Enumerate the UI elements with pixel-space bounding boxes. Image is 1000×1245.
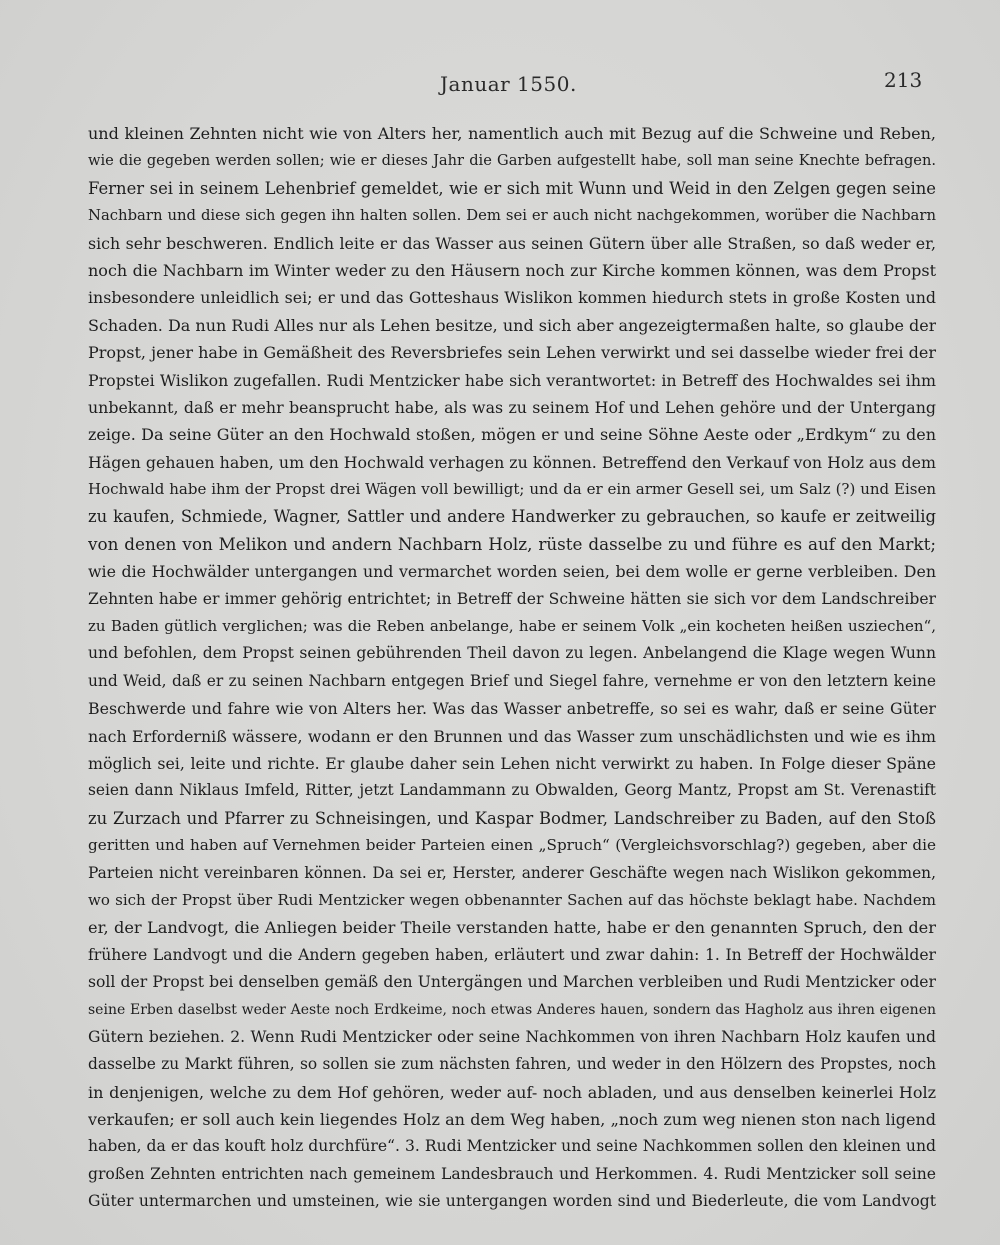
text-line: zu Zurzach und Pfarrer zu Schneisingen, und Kaspar Bodmer, Landschreiber zu Baden, auf den Stoß [88,808,936,828]
text-line: und Weid, daß er zu seinen Nachbarn entgegen Brief und Siegel fahre, vernehme er von den letztern keine [88,671,936,690]
text-line: Gütern beziehen. 2. Wenn Rudi Mentzicker oder seine Nachkommen von ihren Nachbarn Holz kaufen und [88,1027,936,1046]
text-line: zu kaufen, Schmiede, Wagner, Sattler und andere Handwerker zu gebrauchen, so kaufe er zeitweilig [88,507,936,527]
text-line: zu Baden gütlich verglichen; was die Reben anbelange, habe er seinem Volk „ein kocheten heißen usziechen“, [88,617,936,636]
text-line: Schaden. Da nun Rudi Alles nur als Lehen besitze, und sich aber angezeigtermaßen halte, so glaube der [88,315,936,335]
text-line: nach Erforderniß wässere, wodann er den Brunnen und das Wasser zum unschädlichsten und wie es ihm [88,726,936,746]
text-line: noch die Nachbarn im Winter weder zu den Häusern noch zur Kirche kommen können, was dem Propst [88,260,936,280]
text-line: und befohlen, dem Propst seinen gebührenden Theil davon zu legen. Anbelangend die Klage wegen Wunn [88,644,936,663]
text-line: Parteien nicht vereinbaren können. Da sei er, Herster, anderer Geschäfte wegen nach Wislikon gekommen, [88,863,936,882]
text-line: frühere Landvogt und die Andern gegeben haben, erläutert und zwar dahin: 1. In Betreff der Hochwälder [88,945,936,964]
text-line: Zehnten habe er immer gehörig entrichtet; in Betreff der Schweine hätten sie sich vor dem Landschreiber [88,589,936,608]
text-line: Propst, jener habe in Gemäßheit des Reversbriefes sein Lehen verwirkt und sei dasselbe wieder frei der [88,343,936,363]
text-line: Beschwerde und fahre wie von Alters her. Was das Wasser anbetreffe, so sei es wahr, daß er seine Güter [88,699,936,719]
text-line: insbesondere unleidlich sei; er und das Gotteshaus Wislikon kommen hiedurch stets in große Kosten und [88,288,936,308]
text-line: haben, da er das kouft holz durchfüre“. 3. Rudi Mentzicker und seine Nachkommen sollen den kleinen und [88,1137,936,1156]
text-line: Güter untermarchen und umsteinen, wie sie untergangen worden sind und Biederleute, die vom Landvogt [88,1192,936,1211]
text-line: seine Erben daselbst weder Aeste noch Erdkeime, noch etwas Anderes hauen, sondern das Hagholz aus ihren eigenen [88,1001,936,1018]
text-line: wo sich der Propst über Rudi Mentzicker wegen obbenannter Sachen auf das höchste beklagt habe. Nachdem [88,890,936,909]
text-line: dasselbe zu Markt führen, so sollen sie zum nächsten fahren, und weder in den Hölzern des Propstes, noch [88,1055,936,1074]
text-line: Hägen gehauen haben, um den Hochwald verhagen zu können. Betreffend den Verkauf von Holz aus dem [88,452,936,472]
running-head: Januar 1550. [440,72,577,96]
text-line: in denjenigen, welche zu dem Hof gehören, weder auf- noch abladen, und aus denselben keinerlei Holz [88,1082,936,1102]
text-line: großen Zehnten entrichten nach gemeinem Landesbrauch und Herkommen. 4. Rudi Mentzicker soll seine [88,1164,936,1183]
text-line: Propstei Wislikon zugefallen. Rudi Mentzicker habe sich verantwortet: in Betreff des Hochwaldes sei ihm [88,370,936,390]
text-line: wie die gegeben werden sollen; wie er dieses Jahr die Garben aufgestellt habe, soll man seine Knechte befragen. [88,152,936,170]
text-line: Hochwald habe ihm der Propst drei Wägen voll bewilligt; und da er ein armer Gesell sei, um Salz (?) und Eisen [88,480,936,499]
text-line: und kleinen Zehnten nicht wie von Alters her, namentlich auch mit Bezug auf die Schweine und Reben, [88,124,936,143]
text-line: wie die Hochwälder untergangen und vermarchet worden seien, bei dem wolle er gerne verbleiben. Den [88,562,936,582]
page-number: 213 [884,68,923,92]
text-line: unbekannt, daß er mehr beansprucht habe, als was zu seinem Hof und Lehen gehöre und der Untergang [88,397,936,417]
text-line: sich sehr beschweren. Endlich leite er das Wasser aus seinen Gütern über alle Straßen, so daß weder er, [88,233,936,253]
text-line: seien dann Niklaus Imfeld, Ritter, jetzt Landammann zu Obwalden, Georg Mantz, Propst am St. Verenastift [88,781,936,800]
text-line: soll der Propst bei denselben gemäß den Untergängen und Marchen verbleiben und Rudi Mentzicker oder [88,973,936,992]
text-line: Ferner sei in seinem Lehenbrief gemeldet, wie er sich mit Wunn und Weid in den Zelgen gegen seine [88,178,936,198]
text-line: geritten und haben auf Vernehmen beider Parteien einen „Spruch“ (Vergleichsvorschlag?) gegeben, aber die [88,836,936,855]
text-line: zeige. Da seine Güter an den Hochwald stoßen, mögen er und seine Söhne Aeste oder „Erdkym“ zu den [88,425,936,445]
text-line: von denen von Melikon und andern Nachbarn Holz, rüste dasselbe zu und führe es auf den Markt; [88,533,936,554]
text-line: möglich sei, leite und richte. Er glaube daher sein Lehen nicht verwirkt zu haben. In Folge dieser Späne [88,753,936,773]
text-line: er, der Landvogt, die Anliegen beider Theile verstanden hatte, habe er den genannten Spruch, den der [88,918,936,938]
body-text [88,120,936,1216]
text-line: Nachbarn und diese sich gegen ihn halten sollen. Dem sei er auch nicht nachgekommen, worüber die Nachbarn [88,207,936,225]
text-line: verkaufen; er soll auch kein liegendes Holz an dem Weg haben, „noch zum weg nienen ston nach ligend [88,1110,936,1130]
